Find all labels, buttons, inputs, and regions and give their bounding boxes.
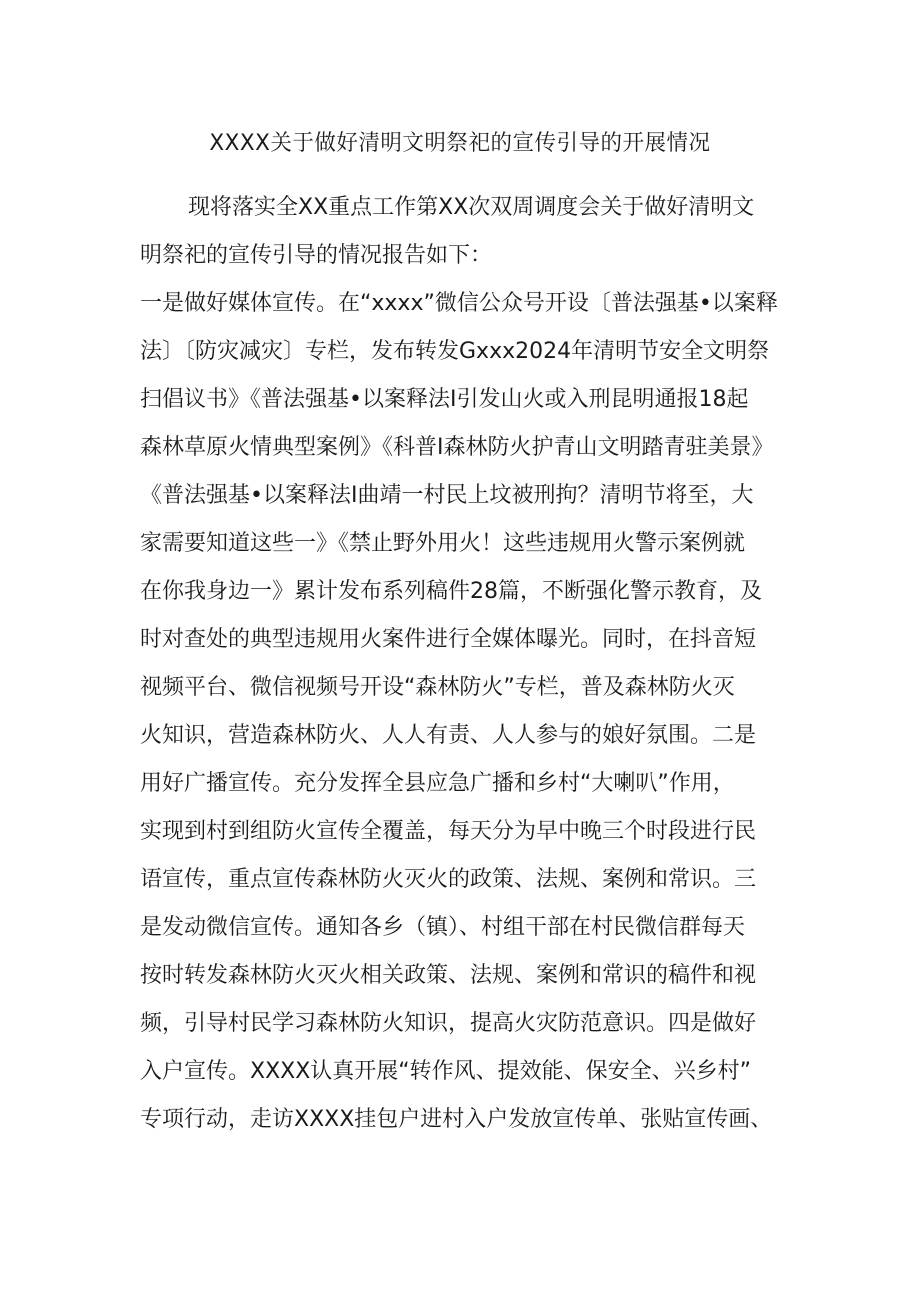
paragraph-line: 明祭祀的宣传引导的情况报告如下： [140, 243, 493, 268]
paragraph-line: 语宣传，重点宣传森林防火灭火的政策、法规、案例和常识。三 [140, 867, 757, 892]
paragraph-line: 《普法强基•以案释法I曲靖一村民上坟被刑拘？清明节将至，大 [140, 483, 754, 508]
document-title: XXXX关于做好清明文明祭祀的宣传引导的开展情况 [209, 131, 711, 156]
paragraph-line: 家需要知道这些一》《禁止野外用火！这些违规用火警示案例就 [140, 531, 746, 556]
paragraph-line: 火知识，营造森林防火、人人有责、人人参与的娘好氛围。二是 [140, 723, 757, 748]
paragraph-line: 用好广播宣传。充分发挥全县应急广播和乡村“大喇叭”作用， [140, 771, 735, 796]
paragraph-line: 专项行动，走访XXXX挂包户进村入户发放宣传单、张贴宣传画、 [140, 1107, 773, 1132]
paragraph-line: 入户宣传。XXXX认真开展“转作风、提效能、保安全、兴乡村” [140, 1059, 752, 1084]
paragraph-line: 现将落实全XX重点工作第XX次双周调度会关于做好清明文 [188, 195, 755, 220]
paragraph-line: 是发动微信宣传。通知各乡（镇）、村组干部在村民微信群每天 [140, 915, 746, 940]
paragraph-line: 实现到村到组防火宣传全覆盖，每天分为早中晚三个时段进行民 [140, 819, 757, 844]
paragraph-line: 在你我身边一》累计发布系列稿件28篇，不断强化警示教育，及 [140, 579, 762, 604]
paragraph-line: 时对查处的典型违规用火案件进行全媒体曝光。同时，在抖音短 [140, 627, 757, 652]
paragraph-line: 视频平台、微信视频号开设“森林防火”专栏，普及森林防火灭 [140, 675, 735, 700]
paragraph-line: 按时转发森林防火灭火相关政策、法规、案例和常识的稿件和视 [140, 963, 757, 988]
paragraph-line: 一是做好媒体宣传。在“xxxx”微信公众号开设〔普法强基•以案释 [140, 291, 778, 316]
paragraph-line: 法〕〔防灾减灾〕专栏，发布转发Gxxx2024年清明节安全文明祭 [140, 339, 770, 364]
paragraph-line: 扫倡议书》《普法强基•以案释法I引发山火或入刑昆明通报18起 [140, 387, 749, 412]
paragraph-line: 频，引导村民学习森林防火知识，提高火灾防范意识。四是做好 [140, 1011, 757, 1036]
paragraph-line: 森林草原火情典型案例》《科普I森林防火护青山文明踏青驻美景》 [140, 435, 774, 460]
